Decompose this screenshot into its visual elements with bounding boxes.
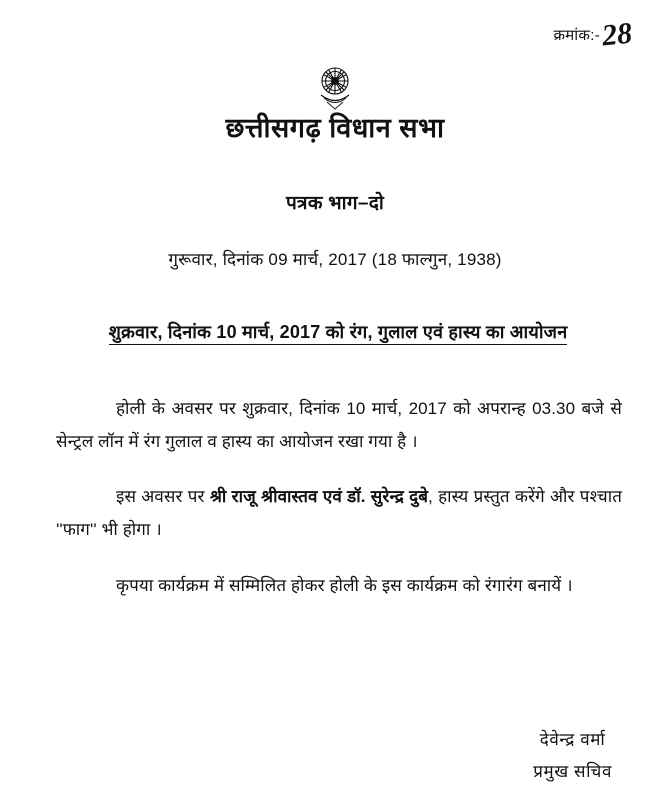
paragraph-2-pre: इस अवसर पर [116,487,210,507]
paragraph-2-names: श्री राजू श्रीवास्तव एवं डॉ. सुरेन्द्र दुबे [209,487,429,507]
signatory-name: देवेन्द्र वर्मा [539,730,606,750]
part-title: पत्रक भाग–दो [285,193,385,214]
signature-block [533,724,612,787]
serial-number-block [553,16,634,53]
date-line: गुरूवार, दिनांक 09 मार्च, 2017 (18 फाल्गुन, 1938) [168,250,502,269]
paragraph-2 [56,480,622,546]
paragraph-1 [56,392,622,458]
serial-number-value: 28 [600,16,634,53]
paragraph-3 [56,569,622,602]
document-header [0,108,670,270]
emblem-container [0,62,670,110]
state-emblem-icon [313,62,357,110]
signatory-designation: प्रमुख सचिव [533,761,612,781]
assembly-title: छत्तीसगढ़ विधान सभा [225,113,445,143]
paragraph-3-text: कृपया कार्यक्रम में सम्मिलित होकर होली के इस कार्यक्रम को रंगारंग बनायें । [116,575,573,595]
subject-line [44,320,632,344]
paragraph-2-post: , हास्य प्रस्तुत करेंगे और पश्चात ''फाग'' भी होगा । [56,487,622,540]
subject-text: शुक्रवार, दिनांक 10 मार्च, 2017 को रंग, गुलाल एवं हास्य का आयोजन [109,322,568,345]
document-body [56,392,622,624]
paragraph-1-text: होली के अवसर पर शुक्रवार, दिनांक 10 मार्च, 2017 को अपरान्ह 03.30 बजे से सेन्ट्रल लॉन में रंग गुलाल व हास्य का आयोजन रखा गया है । [56,399,622,452]
serial-number-label: क्रमांक:- [553,27,600,44]
